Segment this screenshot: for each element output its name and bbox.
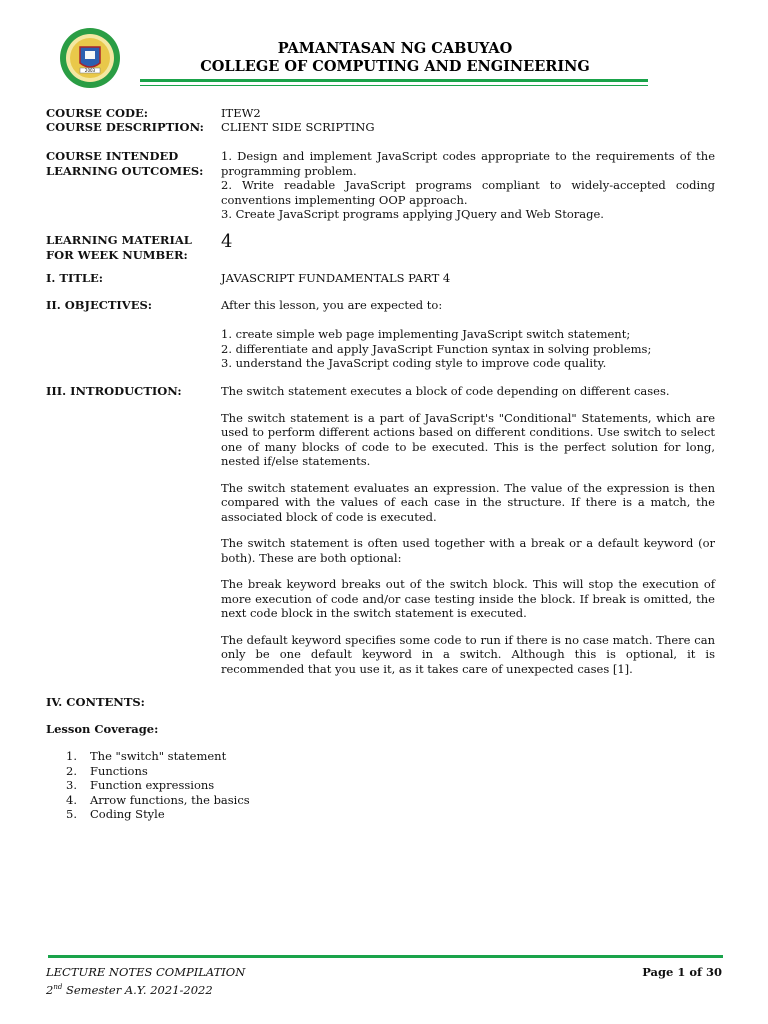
course-code-label: COURSE CODE: [46, 106, 148, 120]
coverage-item [46, 778, 250, 793]
header-rule [140, 79, 648, 82]
intro-paragraph: The switch statement is often used together with a break or a default keyword (or both). These are both optional: [221, 536, 715, 565]
title-value: JAVASCRIPT FUNDAMENTALS PART 4 [221, 271, 451, 285]
coverage-number: 3. [66, 778, 77, 792]
week-label-line2: FOR WEEK NUMBER: [46, 248, 188, 262]
objective-item: 2. differentiate and apply JavaScript Function syntax in solving problems; [221, 341, 652, 356]
semester-text: Semester A.Y. 2021-2022 [62, 982, 213, 997]
coverage-text: Arrow functions, the basics [90, 792, 250, 807]
intro-paragraph: The break keyword breaks out of the switch block. This will stop the execution of more execution of code and/or case testing inside the block. If break is omitted, the next code block in the switch statement is executed. [221, 577, 715, 620]
outcomes-label [46, 149, 203, 179]
intro-paragraph: The switch statement executes a block of code depending on different cases. [221, 384, 670, 398]
title-label: I. TITLE: [46, 271, 103, 285]
coverage-item [46, 807, 250, 822]
week-number: 4 [221, 231, 233, 252]
intro-paragraph: The default keyword specifies some code to run if there is no case match. There can only be one default keyword in a switch. Although this is optional, it is recommended that you use it, as it takes care of unexpected cases [1]. [221, 632, 715, 676]
intro-paragraph: The switch statement is a part of JavaScript's "Conditional" Statements, which are used to perform different actions based on different conditions. Use switch to select one of many blocks of code to be executed. This is the perfect solution for long, nested if/else statements. [221, 410, 715, 468]
college-name: COLLEGE OF COMPUTING AND ENGINEERING [200, 58, 590, 75]
week-label [46, 233, 192, 263]
semester-number: 2 [46, 982, 54, 997]
coverage-number: 4. [66, 792, 77, 807]
objective-item: 3. understand the JavaScript coding style to improve code quality. [221, 356, 607, 370]
week-label-line1: LEARNING MATERIAL [46, 233, 192, 247]
coverage-text: Functions [90, 763, 148, 778]
introduction-label: III. INTRODUCTION: [46, 384, 182, 398]
outcomes-label-line1: COURSE INTENDED [46, 149, 179, 163]
outcomes-label-line2: LEARNING OUTCOMES: [46, 164, 204, 178]
coverage-item [46, 749, 250, 764]
footer-compilation: LECTURE NOTES COMPILATION [46, 965, 246, 979]
objectives-label: II. OBJECTIVES: [46, 298, 153, 312]
footer-semester [46, 980, 245, 998]
footer-rule [48, 955, 723, 958]
course-code-value: ITEW2 [221, 106, 261, 120]
course-desc-value: CLIENT SIDE SCRIPTING [221, 120, 375, 134]
header-rule-thin [140, 85, 648, 86]
objective-item: 1. create simple web page implementing JavaScript switch statement; [221, 327, 631, 341]
semester-suffix: nd [53, 983, 63, 991]
outcome-item: 2. Write readable JavaScript programs compliant to widely-accepted coding conventions implementing OOP approach. [221, 178, 715, 207]
intro-paragraph: The switch statement evaluates an expression. The value of the expression is then compared with the values of each case in the structure. If there is a match, the associated block of code is executed. [221, 480, 715, 524]
outcome-item: 1. Design and implement JavaScript codes appropriate to the requirements of the programming problem. [221, 149, 715, 178]
coverage-number: 5. [66, 807, 77, 821]
university-logo [52, 27, 128, 89]
coverage-text: Function expressions [90, 778, 215, 792]
coverage-list [46, 749, 250, 822]
coverage-number: 1. [66, 749, 77, 763]
page-number: Page 1 of 30 [642, 965, 722, 979]
outcome-item: 3. Create JavaScript programs applying JQuery and Web Storage. [221, 207, 604, 221]
course-desc-label: COURSE DESCRIPTION: [46, 120, 204, 134]
coverage-item [46, 764, 250, 779]
objectives-intro: After this lesson, you are expected to: [221, 298, 443, 312]
coverage-text: The "switch" statement [90, 749, 227, 763]
coverage-item [46, 793, 250, 808]
objectives-list [221, 327, 715, 371]
coverage-text: Coding Style [90, 807, 165, 821]
university-name: PAMANTASAN NG CABUYAO [277, 40, 513, 57]
coverage-number: 2. [66, 763, 77, 778]
contents-label: IV. CONTENTS: [46, 695, 145, 709]
coverage-label: Lesson Coverage: [46, 722, 159, 736]
introduction-text [221, 384, 715, 676]
outcomes-list [221, 149, 715, 222]
svg-text:2003: 2003 [84, 68, 96, 73]
footer-left [46, 965, 245, 998]
